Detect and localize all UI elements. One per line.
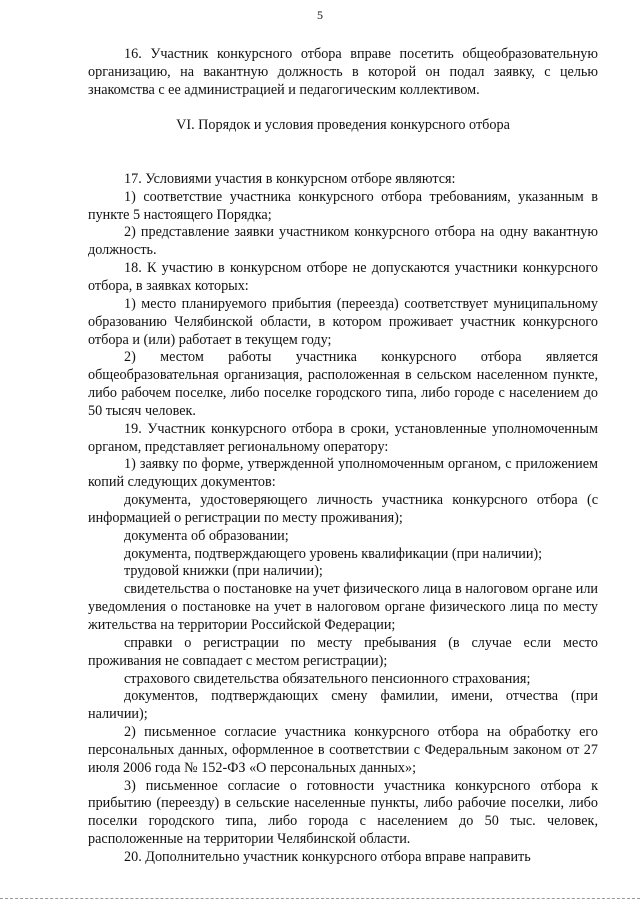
heading-spacer bbox=[88, 153, 598, 171]
document-list-item: документа, удостоверяющего личность участника конкурсного отбора (с информацией о регистрации по месту проживания); bbox=[88, 492, 598, 526]
document-list-item: трудовой книжки (при наличии); bbox=[124, 563, 323, 580]
paragraph-18-item-1: 1) место планируемого прибытия (переезда) соответствует муниципальному образованию Челябинской области, в котором проживает участник конкурсного отбора и (или) работает в текущем году; bbox=[88, 295, 598, 348]
page-number: 5 bbox=[317, 8, 323, 22]
paragraph-19: 19. Участник конкурсного отбора в сроки, установленные уполномоченным органом, представляет региональному оператору: bbox=[88, 420, 598, 455]
paragraph-20: 20. Дополнительно участник конкурсного отбора вправе направить bbox=[124, 848, 531, 865]
paragraph-19-item-2: 2) письменное согласие участника конкурсного отбора на обработку его персональных данных, оформленное в соответствии с Федеральным законом от 27 июля 2006 года № 152-ФЗ «О персональных данных»; bbox=[88, 724, 598, 776]
paragraph-17-item-2: 2) представление заявки участником конкурсного отбора на одну вакантную должность. bbox=[88, 224, 598, 259]
document-list-item: документа, подтверждающего уровень квалификации (при наличии); bbox=[124, 545, 543, 562]
paragraph-17: 17. Условиями участия в конкурсном отборе являются: bbox=[124, 170, 456, 187]
document-list-item: страхового свидетельства обязательного пенсионного страхования; bbox=[124, 670, 531, 687]
page-bottom-edge bbox=[0, 898, 640, 899]
document-list-item: справки о регистрации по месту пребывания (в случае если место проживания не совпадает с местом регистрации); bbox=[88, 634, 598, 669]
document-list-item: документа об образовании; bbox=[124, 527, 289, 544]
paragraph-18: 18. К участию в конкурсном отборе не допускаются участники конкурсного отбора, в заявках которых: bbox=[88, 260, 598, 294]
document-list-item: свидетельства о постановке на учет физического лица в налоговом органе или уведомления о постановке на учет в налоговом органе физического лица по месту жительства на территории Российской Федерации; bbox=[88, 581, 598, 633]
paragraph-16: 16. Участник конкурсного отбора вправе посетить общеобразовательную организацию, на вакантную должность в которой он подал заявку, с целью знакомства с ее администрацией и педагогическим коллективом. bbox=[88, 46, 598, 98]
paragraph-17-item-1: 1) соответствие участника конкурсного отбора требованиям, указанным в пункте 5 настоящего Порядка; bbox=[88, 188, 598, 223]
document-body bbox=[88, 46, 598, 867]
paragraph-19-item-3: 3) письменное согласие о готовности участника конкурсного отбора к прибытию (переезду) в сельские населенные пункты, либо рабочие поселки, либо поселки городского типа, либо города с населением до 50 тыс. человек, расположенные на территории Челябинской области. bbox=[88, 777, 598, 848]
document-list-item: документов, подтверждающих смену фамилии, имени, отчества (при наличии); bbox=[88, 688, 598, 723]
paragraph-19-item-1: 1) заявку по форме, утвержденной уполномоченным органом, с приложением копий следующих документов: bbox=[88, 456, 598, 491]
paragraph-18-item-2: 2) местом работы участника конкурсного отбора является общеобразовательная организация, расположенная в сельском населенном пункте, либо рабочем поселке, либо поселке городского типа, либо городе с населением до 50 тысяч человек. bbox=[88, 349, 598, 419]
section-heading: VI. Порядок и условия проведения конкурсного отбора bbox=[176, 117, 510, 134]
